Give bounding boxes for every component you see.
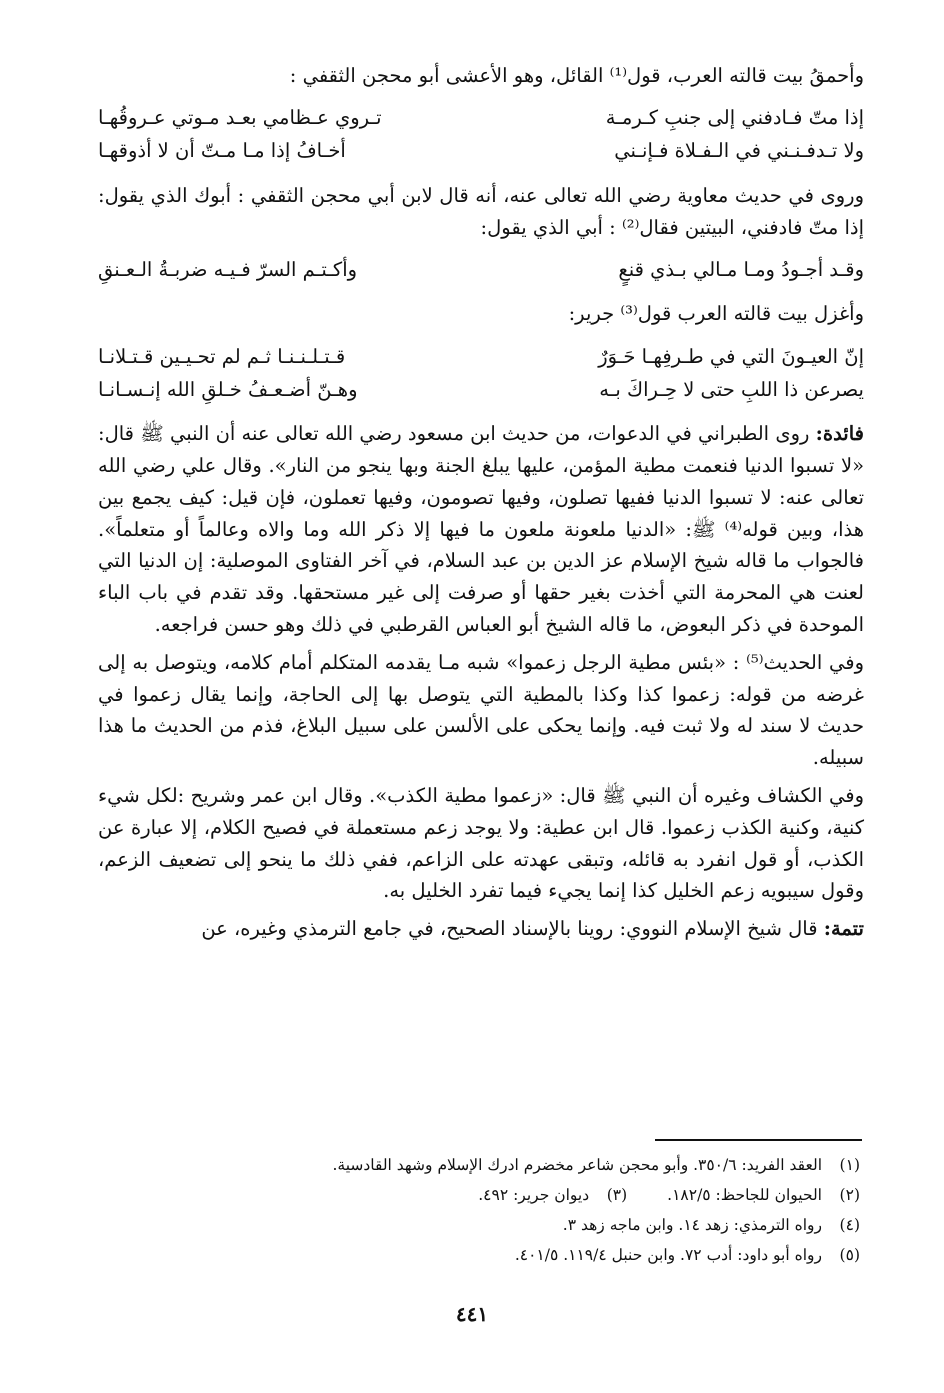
footnote-text: ديوان جرير: ٤٩٢. (478, 1186, 590, 1204)
verse-hemistich-2: وهـنّ أضـعـفُ خـلقِ الله إنـسـانـا (98, 377, 358, 401)
footnote-1 (270, 1150, 860, 1180)
verse-line (98, 340, 864, 373)
footnote-text: رواه أبو داود: أدب ٧٢. وابن حنبل ١١٩/٤. ٤٠١/٥. (514, 1246, 822, 1264)
footnote-number: (١) (839, 1156, 860, 1174)
footnote-2-3 (270, 1180, 860, 1210)
verse-block-1 (98, 102, 864, 168)
verse-hemistich-2: أخـافُ إذا مـا مـتّ أن لا أذوقهـا (98, 139, 346, 163)
footnote-3 (478, 1186, 627, 1204)
footnote-5 (270, 1240, 860, 1270)
verse-hemistich-2: وأكـتـم السرّ فـيـه ضربـةُ الـعـنقِ (98, 257, 358, 281)
paragraph-7 (98, 913, 864, 945)
footnote-4 (270, 1210, 860, 1240)
page-number: ٤٤١ (455, 1302, 489, 1326)
verse-hemistich-1: وقـد أجـودُ ومـا مـالي بـذي قنعٍ (618, 257, 864, 281)
footnote-text: العقد الفريد: ٣٥٠/٦. وأبو محجن شاعر مخضرم ادرك الإسلام وشهد القادسية. (332, 1156, 822, 1174)
paragraph-2: وروى في حديث معاوية رضي الله تعالى عنه، أنه قال لابن أبي محجن الثقفي : أبوك الذي يقول: إذا متّ فادفني، البيتين فقال⁽²⁾ : أبي الذي يقول: (98, 183, 864, 239)
paragraph-5: وفي الحديث⁽⁵⁾ : «بئس مطية الرجل زعموا» شبه مـا يقدمه المتكلم أمام كلامه، ويتوصل به إلى غرضه من قوله: زعموا كذا وكذا بالمطية التي يتوصل بها إلى الحاجة، وإنما يقال زعموا في حديث لا سند له ولا ثبت فيه. وإنما يحكى على الألسن على سبيل البلاغ، فذم من الحديث ما هذا سبيله. (98, 650, 864, 770)
footnote-text: رواه الترمذي: زهد ١٤. وابن ماجه زهد ٣. (562, 1216, 822, 1234)
footnote-number: (٤) (839, 1216, 860, 1234)
footnote-divider (655, 1139, 862, 1141)
verse-hemistich-1: يصرعن ذا اللبِ حتى لا حِـراكَ بـه (599, 377, 864, 401)
paragraph-6: وفي الكشاف وغيره أن النبي ﷺ قال: «زعموا مطية الكذب». وقال ابن عمر وشريح :لكل شيء كنية، وكنية الكذب زعموا. قال ابن عطية: ولا يوجد زعم مستعملة في فصيح الكلام، إلا عبارة عن الكذب، أو قول انفرد به قائله، وتبقى عهدته على الزاعم، ففي ذلك ما ينحو إلى تضعيف الزعم، وقول سيبويه زعم الخليل كذا إنما يجيء فيما تفرد الخليل به. (98, 783, 864, 903)
verse-block-2 (98, 253, 864, 286)
paragraph-7-text: قال شيخ الإسلام النووي: روينا بالإسناد الصحيح، في جامع الترمذي وغيره، عن (201, 917, 818, 941)
verse-hemistich-2: قـتـلـنـنـا ثـم لم تحـيـين قـتـلانـا (98, 344, 346, 368)
footnote-number: (٣) (606, 1186, 628, 1204)
supplement-heading: تتمة: (823, 917, 864, 941)
footnotes (270, 1150, 860, 1270)
verse-line (98, 253, 864, 286)
verse-line (98, 373, 864, 406)
benefit-heading: فائدة: (815, 422, 864, 446)
paragraph-4 (98, 418, 864, 641)
paragraph-4-text: روى الطبراني في الدعوات، من حديث ابن مسعود رضي الله تعالى عنه أن النبي ﷺ قال: «لا تسبوا الدنيا فنعمت مطية المؤمن، عليها يبلغ الجنة وبها ينجو من النار». وقال علي رضي الله تعالى عنه: لا تسبوا الدنيا ففيها تصلون، وفيها تصومون، وفيها تعملون، فإن قيل: كيف يجمع بين هذا، وبين قوله⁽⁴⁾ ﷺ: «الدنيا ملعونة ملعون ما فيها إلا ذكر الله وما والاه وعالماً أو متعلماً». فالجواب ما قاله شيخ الإسلام عز الدين بن عبد السلام، في آخر الفتاوى الموصلية: إن الدنيا التي لعنت هي المحرمة التي أخذت بغير حقها أو صرفت إلى غير مستحقها. وقد تقدم في باب الباء الموحدة في ذكر البعوض، ما قاله الشيخ أبو العباس القرطبي في ذلك وهو حسن فراجعه. (98, 422, 865, 636)
verse-line (98, 102, 864, 135)
footnote-number: (٥) (839, 1246, 860, 1264)
main-text (98, 60, 864, 951)
verse-hemistich-2: تـروي عـظامي بعـد مـوتي عـروقُهـا (98, 106, 382, 130)
verse-hemistich-1: إنّ العيـونَ التي في طـرفِهـا حَـوَرٌ (598, 344, 864, 368)
paragraph-1: وأحمقُ بيت قالته العرب، قول⁽¹⁾ القائل، وهو الأعشى أبو محجن الثقفي : (289, 64, 864, 87)
verse-hemistich-1: إذا متّ فـادفني إلى جنبِ كـرمـة (605, 106, 864, 130)
footnote-2 (667, 1186, 860, 1204)
footnote-text: الحيوان للجاحظ: ١٨٢/٥. (667, 1186, 822, 1204)
verse-line (98, 135, 864, 168)
paragraph-3: وأغزل بيت قالته العرب قول⁽³⁾ جرير: (568, 302, 864, 326)
footnote-number: (٢) (839, 1186, 860, 1204)
verse-hemistich-1: ولا تـدفـنـني في الـفـلاة فـإنـني (614, 139, 864, 163)
verse-block-3 (98, 340, 864, 406)
